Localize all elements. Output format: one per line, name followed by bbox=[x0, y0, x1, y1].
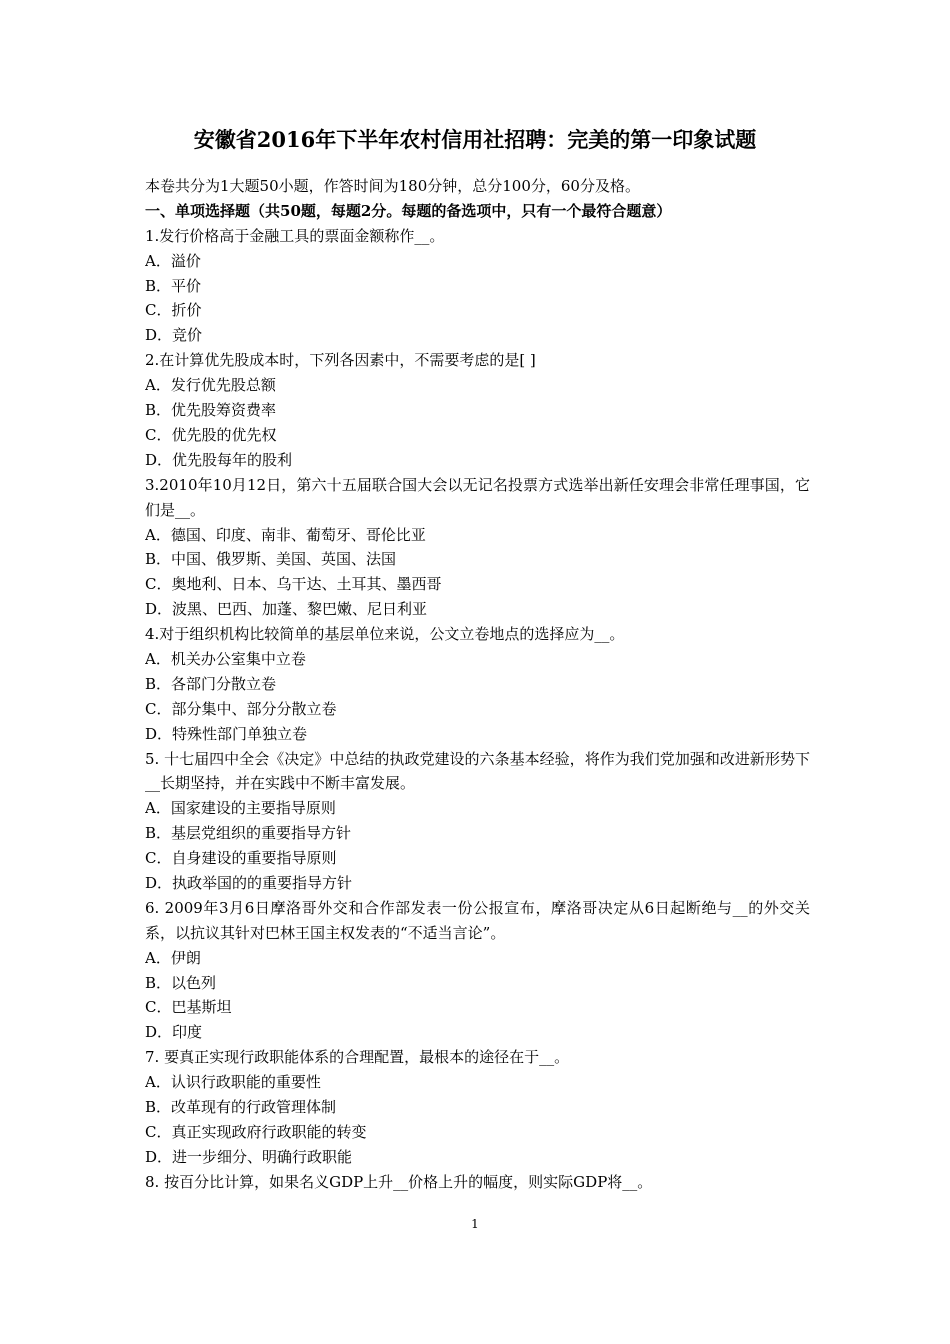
option-a: A．伊朗 bbox=[145, 948, 201, 967]
question-stem: 8. 按百分比计算，如果名义GDP上升__价格上升的幅度，则实际GDP将__。 bbox=[145, 1172, 653, 1191]
question-block-2 bbox=[145, 348, 810, 472]
option-d: D．印度 bbox=[145, 1023, 203, 1042]
exam-intro: 本卷共分为1大题50小题，作答时间为180分钟，总分100分，60分及格。 bbox=[145, 177, 640, 195]
question-stem: 3.2010年10月12日，第六十五届联合国大会以无记名投票方式选举出新任安理会非常任理事国，它们是__。 bbox=[145, 475, 810, 519]
document-body bbox=[145, 174, 810, 1195]
question-stem: 5. 十七届四中全会《决定》中总结的执政党建设的六条基本经验，将作为我们党加强和改进新形势下__长期坚持，并在实践中不断丰富发展。 bbox=[145, 749, 810, 793]
option-b: B．改革现有的行政管理体制 bbox=[145, 1098, 337, 1117]
option-a: A．德国、印度、南非、葡萄牙、哥伦比亚 bbox=[145, 525, 426, 544]
option-a: A．国家建设的主要指导原则 bbox=[145, 799, 336, 818]
page-number: 1 bbox=[471, 1217, 479, 1231]
option-b: B．各部门分散立卷 bbox=[145, 674, 277, 693]
option-c: C．优先股的优先权 bbox=[145, 425, 277, 444]
option-b: B．优先股筹资费率 bbox=[145, 401, 277, 420]
section-heading: 一、单项选择题（共50题，每题2分。每题的备选项中，只有一个最符合题意） bbox=[145, 201, 672, 220]
option-d: D．进一步细分、明确行政职能 bbox=[145, 1147, 353, 1166]
document-title: 安徽省2016年下半年农村信用社招聘：完美的第一印象试题 bbox=[193, 127, 757, 152]
question-block-6 bbox=[145, 896, 810, 1045]
option-c: C．折价 bbox=[145, 301, 202, 320]
option-d: D．优先股每年的股利 bbox=[145, 450, 293, 469]
question-block-1 bbox=[145, 224, 810, 348]
option-c: C．巴基斯坦 bbox=[145, 998, 232, 1017]
option-d: D．执政举国的的重要指导方针 bbox=[145, 874, 353, 892]
option-a: A．溢价 bbox=[145, 251, 201, 270]
question-stem: 6. 2009年3月6日摩洛哥外交和合作部发表一份公报宣布，摩洛哥决定从6日起断绝与__的外交关系，以抗议其针对巴林王国主权发表的“不适当言论”。 bbox=[145, 898, 810, 942]
option-b: B．中国、俄罗斯、美国、英国、法国 bbox=[145, 550, 397, 569]
option-b: B．以色列 bbox=[145, 973, 217, 992]
option-a: A．发行优先股总额 bbox=[145, 376, 276, 395]
question-block-5 bbox=[145, 747, 810, 896]
option-a: A．认识行政职能的重要性 bbox=[145, 1073, 321, 1092]
question-block-8 bbox=[145, 1170, 810, 1195]
question-block-3 bbox=[145, 473, 810, 622]
option-a: A．机关办公室集中立卷 bbox=[145, 649, 306, 668]
option-c: C．部分集中、部分分散立卷 bbox=[145, 699, 337, 718]
question-stem: 4.对于组织机构比较简单的基层单位来说，公文立卷地点的选择应为__。 bbox=[145, 625, 625, 644]
question-block-4 bbox=[145, 622, 810, 746]
option-b: B．基层党组织的重要指导方针 bbox=[145, 824, 352, 843]
option-c: C．真正实现政府行政职能的转变 bbox=[145, 1122, 367, 1141]
option-d: D．特殊性部门单独立卷 bbox=[145, 724, 308, 743]
question-stem: 7. 要真正实现行政职能体系的合理配置，最根本的途径在于__。 bbox=[145, 1048, 570, 1067]
question-block-7 bbox=[145, 1045, 810, 1169]
option-d: D．波黑、巴西、加蓬、黎巴嫩、尼日利亚 bbox=[145, 600, 428, 619]
question-stem: 2.在计算优先股成本时，下列各因素中，不需要考虑的是[ ] bbox=[145, 351, 536, 370]
option-d: D．竞价 bbox=[145, 326, 203, 345]
option-c: C．奥地利、日本、乌干达、土耳其、墨西哥 bbox=[145, 575, 442, 594]
option-b: B．平价 bbox=[145, 276, 202, 295]
option-c: C．自身建设的重要指导原则 bbox=[145, 849, 337, 868]
question-stem: 1.发行价格高于金融工具的票面金额称作__。 bbox=[145, 226, 445, 245]
